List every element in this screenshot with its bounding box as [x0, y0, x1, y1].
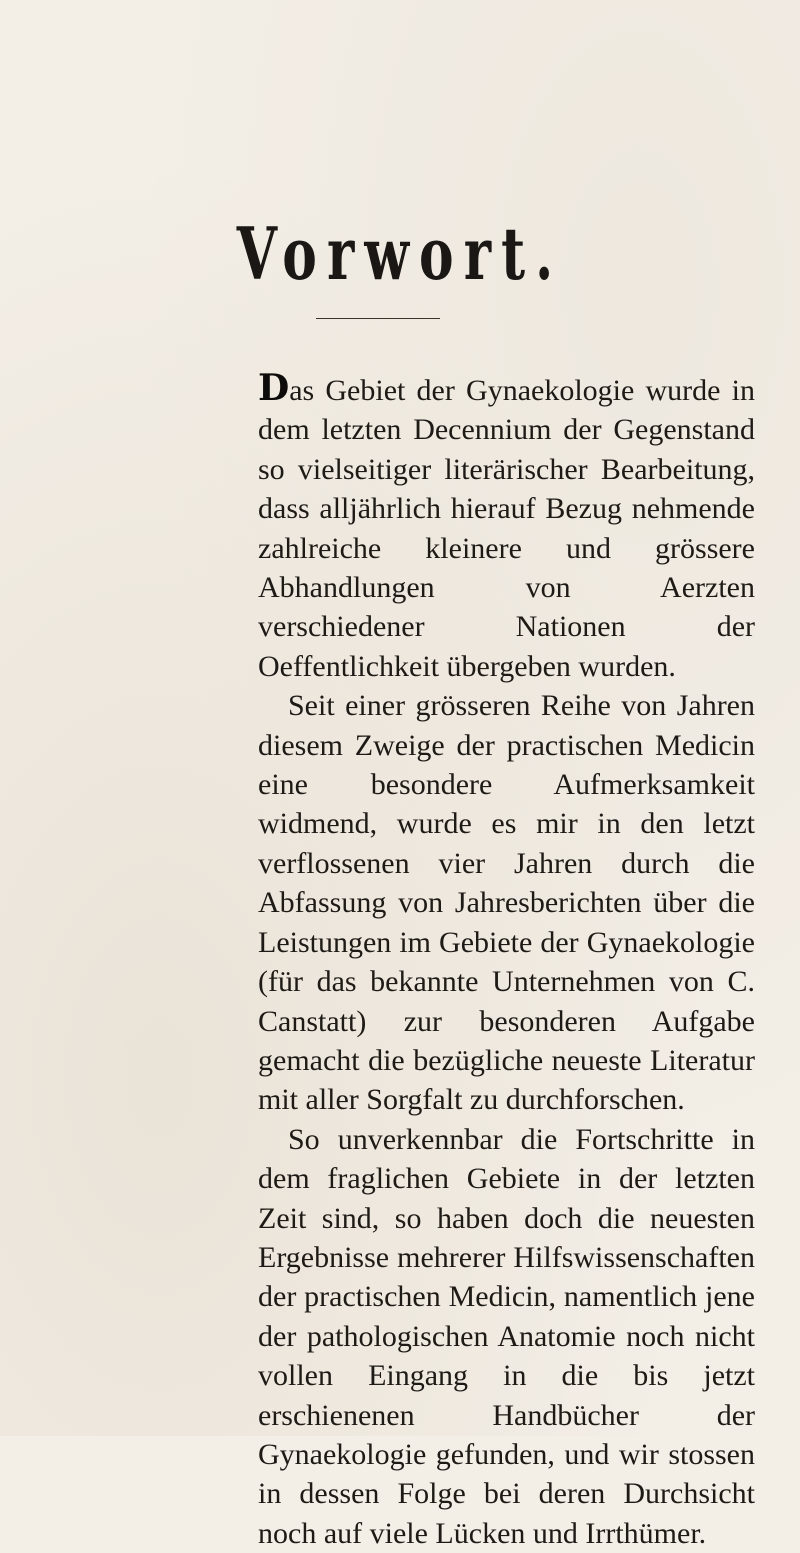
title-divider [316, 318, 440, 319]
drop-cap-letter: D [258, 367, 290, 409]
paragraph-1-text: as Gebiet der Gynaekologie wurde in dem letzten Decennium der Gegenstand so vielseitiger literärischer Bearbeitung, dass alljährlich hierauf Bezug nehmende zahlreiche kleinere und grössere Abhandlungen von Aerzten verschiedener Nationen der Oeffentlichkeit übergeben wurden. [258, 374, 755, 683]
page-title: Vorwort. [236, 211, 564, 296]
paragraph-3: So unverkennbar die Fortschritte in dem fraglichen Gebiete in der letzten Zeit sind, so haben doch die neuesten Ergebnisse mehrerer Hilfswissenschaften der practischen Medicin, namentlich jene der pathologischen Anatomie noch nicht vollen Eingang in die bis jetzt erschienenen Handbücher der Gynaekologie gefunden, und wir stossen in dessen Folge bei deren Durchsicht noch auf viele Lücken und Irrthümer. [258, 1122, 755, 1550]
body-text [258, 367, 755, 1553]
paragraph-2: Seit einer grösseren Reihe von Jahren diesem Zweige der practischen Medicin eine besondere Aufmerksamkeit widmend, wurde es mir in den letzt verflossenen vier Jahren durch die Abfassung von Jahresberichten über die Leistungen im Gebiete der Gynaekologie (für das bekannte Unternehmen von C. Canstatt) zur besonderen Aufgabe gemacht die bezügliche neueste Literatur mit aller Sorgfalt zu durchforschen. [258, 689, 755, 1117]
paragraph-1 [258, 367, 755, 686]
